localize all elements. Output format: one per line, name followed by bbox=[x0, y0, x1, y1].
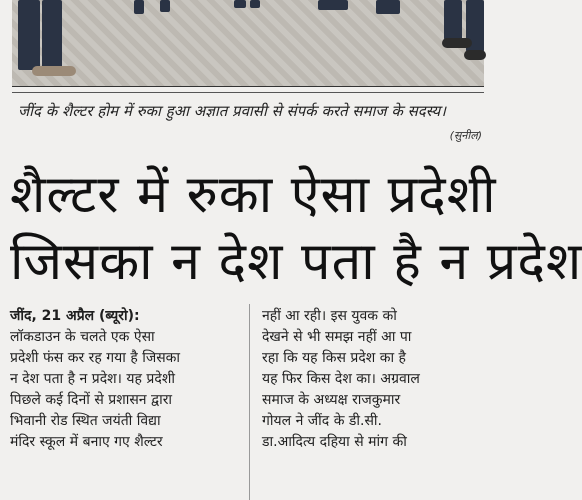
person-leg bbox=[42, 0, 62, 70]
article-line: पिछले कई दिनों से प्रशासन द्वारा bbox=[10, 392, 173, 408]
article-line: न देश पता है न प्रदेश। यह प्रदेशी bbox=[10, 371, 175, 387]
news-photo bbox=[12, 0, 484, 87]
article-line: रहा कि यह किस प्रदेश का है bbox=[262, 350, 406, 366]
person-leg bbox=[444, 0, 462, 40]
dateline: जींद, 21 अप्रैल (ब्यूरो): bbox=[10, 308, 140, 324]
headline-line-2: जिसका न देश पता है न प्रदेश bbox=[10, 232, 582, 292]
article-line: यह फिर किस देश का। अग्रवाल bbox=[262, 371, 420, 387]
photo-divider bbox=[12, 92, 484, 93]
person-leg bbox=[318, 0, 348, 10]
person-leg bbox=[18, 0, 40, 70]
person-leg bbox=[250, 0, 260, 8]
article-line: नहीं आ रही। इस युवक को bbox=[262, 308, 397, 324]
article-column-right bbox=[262, 306, 490, 453]
shoe bbox=[464, 50, 486, 60]
headline-line-1: शैल्टर में रुका ऐसा प्रदेशी bbox=[10, 165, 497, 225]
article-line: प्रदेशी फंस कर रह गया है जिसका bbox=[10, 350, 181, 366]
photo-caption: जींद के शैल्टर होम में रुका हुआ अज्ञात प्रवासी से संपर्क करते समाज के सदस्य। bbox=[18, 102, 446, 120]
person-leg bbox=[376, 0, 400, 14]
person-leg bbox=[234, 0, 246, 8]
article-line: देखने से भी समझ नहीं आ पा bbox=[262, 329, 412, 345]
article-line: लॉकडाउन के चलते एक ऐसा bbox=[10, 329, 155, 345]
article-line: भिवानी रोड स्थित जयंती विद्या bbox=[10, 413, 161, 429]
shoe bbox=[32, 66, 76, 76]
shoe bbox=[442, 38, 472, 48]
person-leg bbox=[134, 0, 144, 14]
person-leg bbox=[160, 0, 170, 12]
article-line: डा.आदित्य दहिया से मांग की bbox=[262, 434, 407, 450]
article-line: गोयल ने जींद के डी.सी. bbox=[262, 413, 382, 429]
column-divider bbox=[249, 304, 250, 500]
article-column-left bbox=[10, 306, 238, 453]
article-line: समाज के अध्यक्ष राजकुमार bbox=[262, 392, 401, 408]
article-line: मंदिर स्कूल में बनाए गए शैल्टर bbox=[10, 434, 163, 450]
photo-credit: (सुनील) bbox=[449, 129, 482, 142]
